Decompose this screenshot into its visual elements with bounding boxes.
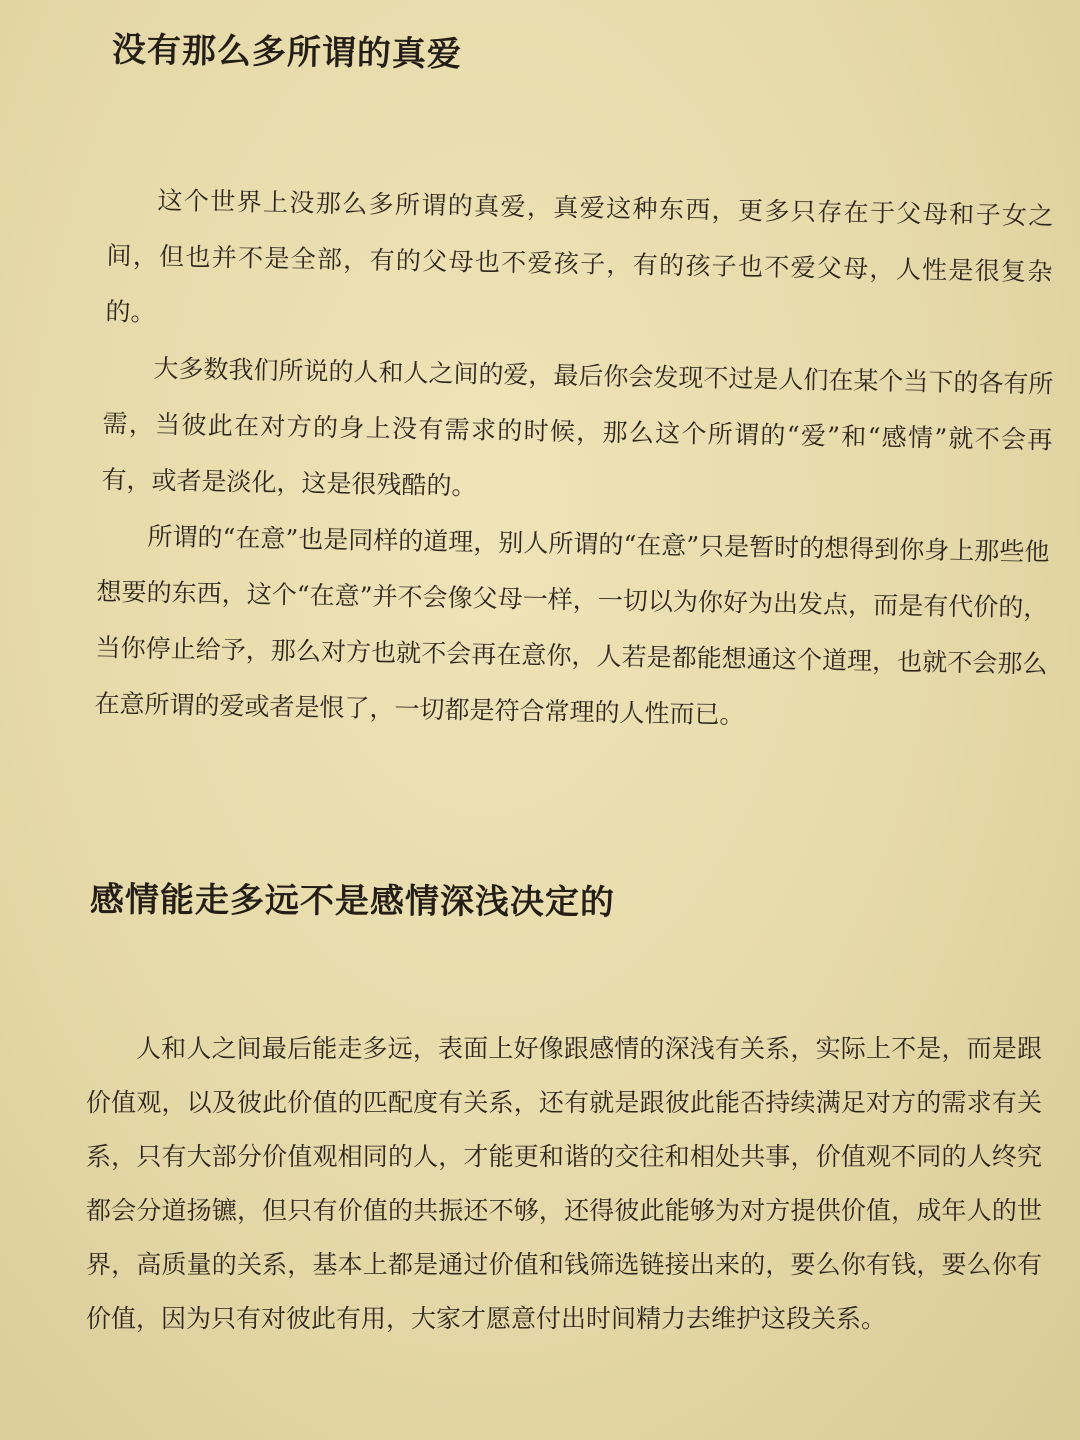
- paragraph: 大多数我们所说的人和人之间的爱，最后你会发现不过是人们在某个当下的各有所需，当彼此在对方的身上没有需求的时候，那么这个所谓的“爱”和“感情”就不会再有，或者是淡化，这是很残酷的。: [101, 353, 1054, 501]
- section-title: 没有那么多所谓的真爱: [111, 30, 463, 75]
- section-title: 感情能走多远不是感情深浅决定的: [89, 880, 616, 923]
- paragraph: 所谓的“在意”也是同样的道理，别人所谓的“在意”只是暂时的想得到你身上那些他想要的东西，这个“在意”并不会像父母一样，一切以为你好为出发点，而是有代价的，当你停止给予，那么对方也就不会再在意你，人若是都能想通这个道理，也就不会那么在意所谓的爱或者是恨了，一切都是符合常理的人性而已。: [94, 521, 1050, 730]
- paragraph: 这个世界上没那么多所谓的真爱，真爱这种东西，更多只存在于父母和子女之间，但也并不是全部，有的父母也不爱孩子，有的孩子也不爱父母，人性是很复杂的。: [105, 185, 1054, 327]
- paragraph: 人和人之间最后能走多远，表面上好像跟感情的深浅有关系，实际上不是，而是跟价值观，以及彼此价值的匹配度有关系，还有就是跟彼此能否持续满足对方的需求有关系，只有大部分价值观相同的人，才能更和谐的交往和相处共事，价值观不同的人终究都会分道扬镳，但只有价值的共振还不够，还得彼此能够为对方提供价值，成年人的世界，高质量的关系，基本上都是通过价值和钱筛选链接出来的，要么你有钱，要么你有价值，因为只有对彼此有用，大家才愿意付出时间精力去维护这段关系。: [86, 1034, 1042, 1333]
